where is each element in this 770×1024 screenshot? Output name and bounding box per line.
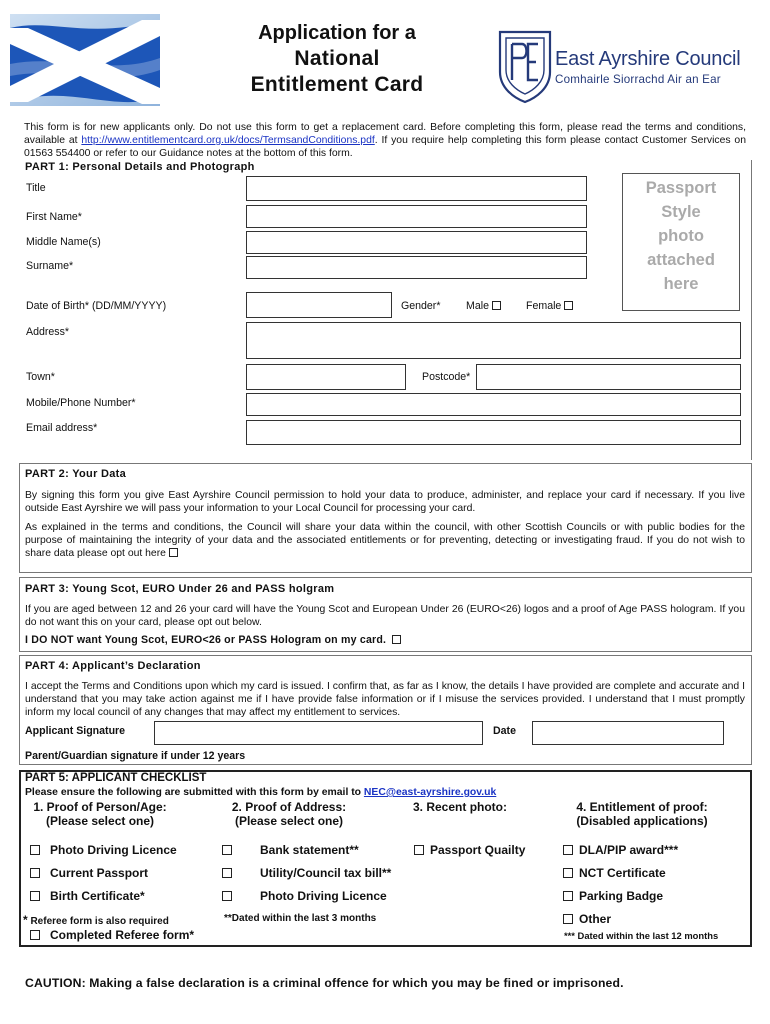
gender-label: Gender*	[401, 300, 441, 312]
part4-paragraph: I accept the Terms and Conditions upon which my card is issued. I confirm that, as far as I know, the details I have provided are complete and accurate and I understand that you may take action against me if I have provide false information or if I misuse the services provided. I understand that I must promptly inform my local council of any changes that may affect my entitlement to services.	[25, 681, 745, 719]
birth-certificate-option[interactable]: Birth Certificate*	[30, 889, 145, 903]
young-scot-optout-checkbox[interactable]	[392, 635, 401, 644]
postcode-input[interactable]	[476, 364, 741, 390]
phone-input[interactable]	[246, 393, 741, 416]
checkbox[interactable]	[563, 868, 573, 878]
caution-text: CAUTION: Making a false declaration is a criminal offence for which you may be fined or imprisoned.	[25, 976, 624, 990]
part2-paragraph-2: As explained in the terms and conditions, the Council will share your data within the council, with other Scottish Councils or with public bodies for the purpose of maintaining the integrity of your data and the associated entitlements or for preventing, detecting or investigating fraud. If you do not wish to share data please opt out here	[25, 522, 745, 560]
middle-name-input[interactable]	[246, 231, 587, 254]
address-label: Address*	[26, 326, 69, 338]
checkbox[interactable]	[30, 891, 40, 901]
checkbox[interactable]	[563, 914, 573, 924]
passport-photo-placeholder: Passport Style photo attached here	[622, 173, 740, 311]
referee-note: * Referee form is also required	[23, 913, 169, 927]
parking-badge-option[interactable]: Parking Badge	[563, 889, 663, 903]
dla-pip-award-option[interactable]: DLA/PIP award***	[563, 843, 678, 857]
photo-driving-licence-option[interactable]: Photo Driving Licence	[30, 843, 177, 857]
title-label: Title	[26, 182, 46, 194]
surname-label: Surname*	[26, 260, 74, 272]
col1-header: 1. Proof of Person/Age: (Please select one)	[33, 800, 167, 828]
checkbox[interactable]	[30, 868, 40, 878]
checkbox[interactable]	[30, 930, 40, 940]
phone-label: Mobile/Phone Number*	[26, 397, 136, 409]
signature-input[interactable]	[154, 721, 483, 745]
col2-header: 2. Proof of Address: (Please select one)	[231, 800, 347, 828]
postcode-label: Postcode*	[422, 371, 471, 383]
part3-optout: I DO NOT want Young Scot, EURO<26 or PASS Hologram on my card.	[25, 634, 745, 647]
female-checkbox[interactable]	[564, 301, 573, 310]
dob-label: Date of Birth* (DD/MM/YYYY)	[26, 300, 167, 312]
part4-title: PART 4: Applicant’s Declaration	[25, 660, 201, 672]
title-input[interactable]	[246, 176, 587, 201]
col4-header: 4. Entitlement of proof: (Disabled applications)	[576, 800, 708, 828]
share-data-optout-checkbox[interactable]	[169, 548, 178, 557]
part2-paragraph-1: By signing this form you give East Ayrshire Council permission to hold your data to produce, administer, and replace your card if necessary. If you live outside East Ayrshire we will pass your information to your Local Council for processing your card.	[25, 490, 745, 515]
part3-paragraph: If you are aged between 12 and 26 your card will have the Young Scot and European Under 26 (EURO<26) logos and a proof of Age PASS hologram. If you do not want this on your card, please opt out below.	[25, 604, 745, 629]
checkbox[interactable]	[30, 845, 40, 855]
checkbox[interactable]	[563, 845, 573, 855]
checkbox[interactable]	[414, 845, 424, 855]
guardian-signature-label: Parent/Guardian signature if under 12 years	[25, 750, 246, 762]
female-option[interactable]: Female	[526, 300, 573, 312]
nec-email-link[interactable]: NEC@east-ayrshire.gov.uk	[363, 787, 497, 798]
part5-subtitle: Please ensure the following are submitted with this form by email to NEC@east-ayrshire.gov.uk	[25, 787, 497, 798]
checkbox[interactable]	[222, 868, 232, 878]
first-name-label: First Name*	[26, 211, 82, 223]
date-label: Date	[493, 725, 516, 737]
referee-form-option[interactable]: Completed Referee form*	[30, 928, 194, 942]
passport-quality-photo-option[interactable]: Passport Quailty	[414, 843, 525, 857]
council-gaelic-name: Comhairle Siorrachd Air an Ear	[555, 73, 721, 86]
town-input[interactable]	[246, 364, 406, 390]
signature-label: Applicant Signature	[25, 725, 126, 737]
council-name: East Ayrshire Council	[555, 48, 741, 70]
part3-title: PART 3: Young Scot, EURO Under 26 and PASS holgram	[25, 583, 335, 595]
checkbox[interactable]	[222, 845, 232, 855]
dated-12-months-note: *** Dated within the last 12 months	[564, 930, 719, 941]
dated-3-months-note: **Dated within the last 3 months	[224, 913, 377, 924]
utility-bill-option[interactable]: Utility/Council tax bill**	[222, 866, 391, 880]
town-label: Town*	[26, 371, 55, 383]
male-option[interactable]: Male	[466, 300, 501, 312]
part5-title: PART 5: APPLICANT CHECKLIST	[25, 772, 207, 784]
dob-input[interactable]	[246, 292, 392, 318]
email-input[interactable]	[246, 420, 741, 445]
photo-driving-licence-address-option[interactable]: Photo Driving Licence	[222, 889, 387, 903]
bank-statement-option[interactable]: Bank statement**	[222, 843, 359, 857]
address-input[interactable]	[246, 322, 741, 359]
part2-title: PART 2: Your Data	[25, 468, 127, 480]
part1-title: PART 1: Personal Details and Photograph	[25, 161, 255, 173]
male-checkbox[interactable]	[492, 301, 501, 310]
nct-certificate-option[interactable]: NCT Certificate	[563, 866, 666, 880]
email-label: Email address*	[26, 422, 98, 434]
middle-name-label: Middle Name(s)	[26, 236, 101, 248]
current-passport-option[interactable]: Current Passport	[30, 866, 148, 880]
council-crest-logo	[496, 28, 554, 104]
checkbox[interactable]	[563, 891, 573, 901]
form-title: Application for a National Entitlement Card	[250, 22, 424, 96]
intro-text: This form is for new applicants only. Do not use this form to get a replacement card. Before completing this form, please read the terms and conditions, available at http://www.entitlementcard.org.uk/docs/TermsandConditions.pdf. If you require help completing this form please contact Customer Services on 01563 554400 or refer to our Guidance notes at the bottom of this form.	[24, 122, 746, 159]
date-input[interactable]	[532, 721, 724, 745]
saltire-flag-image	[10, 14, 160, 106]
checkbox[interactable]	[222, 891, 232, 901]
surname-input[interactable]	[246, 256, 587, 279]
first-name-input[interactable]	[246, 205, 587, 228]
col3-header: 3. Recent photo:	[413, 800, 508, 814]
terms-link[interactable]: http://www.entitlementcard.org.uk/docs/TermsandConditions.pdf	[81, 135, 375, 146]
other-option[interactable]: Other	[563, 912, 611, 926]
